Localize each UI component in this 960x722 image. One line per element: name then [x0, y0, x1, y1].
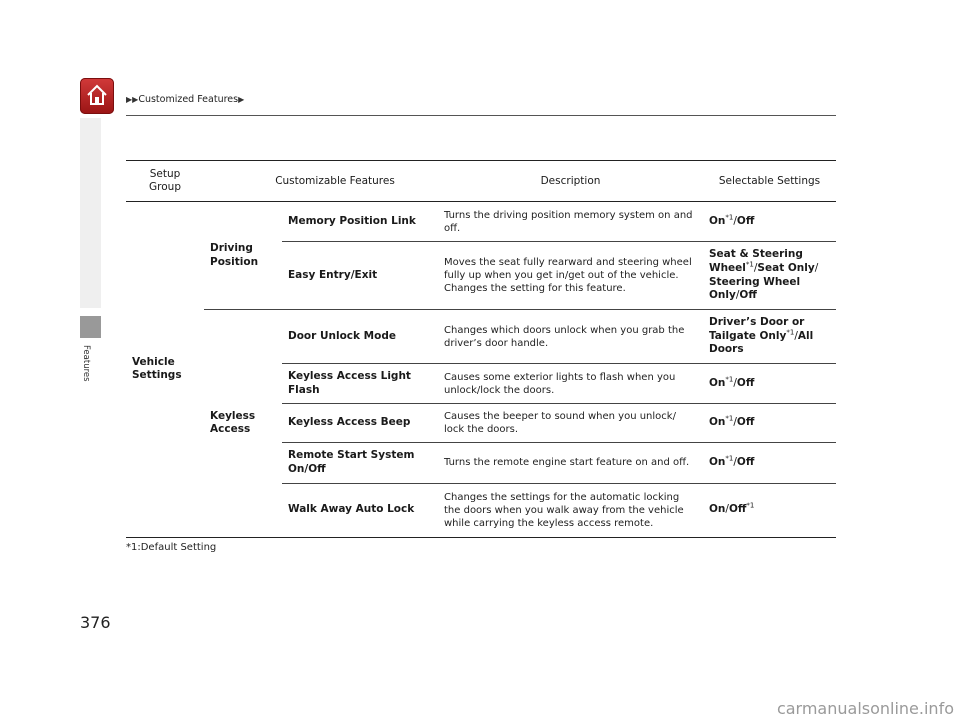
page-number: 376	[80, 613, 111, 632]
feature-name: Remote Start System On/Off	[282, 443, 438, 483]
sidebar-tab-features[interactable]	[80, 316, 101, 338]
selectable-settings: Seat & Steering Wheel$^{*1}$/Seat Only/ Steering Wheel Only/Off	[703, 242, 836, 310]
sidebar-strip	[80, 118, 101, 308]
selectable-settings: On/Off$^{*1}$	[703, 483, 836, 537]
feature-name: Memory Position Link	[282, 202, 438, 242]
feature-description: Turns the remote engine start feature on and off.	[438, 443, 703, 483]
header-selectable-settings: Selectable Settings	[703, 161, 836, 202]
breadcrumb-link[interactable]: Customized Features	[138, 94, 239, 105]
selectable-settings: On$^{*1}$/Off	[703, 443, 836, 483]
feature-description: Moves the seat fully rearward and steering wheel fully up when you get in/get out of the vehicle. Changes the setting for this feature.	[438, 242, 703, 310]
feature-description: Changes the settings for the automatic locking the doors when you walk away from the vehicle while carrying the keyless access remote.	[438, 483, 703, 537]
selectable-settings: On$^{*1}$/Off	[703, 404, 836, 443]
subgroup-driving-position: Driving Position	[204, 202, 282, 310]
subgroup-keyless-access: Keyless Access	[204, 310, 282, 538]
feature-name: Door Unlock Mode	[282, 310, 438, 364]
setup-group-cell: Vehicle Settings	[126, 202, 204, 538]
feature-description: Changes which doors unlock when you grab the driver’s door handle.	[438, 310, 703, 364]
table-row	[126, 310, 836, 364]
feature-name: Keyless Access Beep	[282, 404, 438, 443]
breadcrumb[interactable]	[126, 94, 244, 105]
home-icon[interactable]	[80, 78, 114, 114]
selectable-settings: Driver’s Door or Tailgate Only$^{*1}$/All Doors	[703, 310, 836, 364]
feature-name: Easy Entry/Exit	[282, 242, 438, 310]
feature-description: Turns the driving position memory system on and off.	[438, 202, 703, 242]
customizable-features-table	[126, 160, 836, 538]
selectable-settings: On$^{*1}$/Off	[703, 202, 836, 242]
selectable-settings: On$^{*1}$/Off	[703, 364, 836, 404]
header-description: Description	[438, 161, 703, 202]
feature-name: Keyless Access Light Flash	[282, 364, 438, 404]
feature-description: Causes some exterior lights to flash when you unlock/lock the doors.	[438, 364, 703, 404]
breadcrumb-arrows: ▶▶	[126, 95, 139, 104]
header-divider	[126, 115, 836, 116]
table-row	[126, 202, 836, 242]
watermark: carmanualsonline.info	[776, 699, 954, 718]
feature-name: Walk Away Auto Lock	[282, 483, 438, 537]
header-customizable-features: Customizable Features	[204, 161, 438, 202]
header-setup-group: Setup Group	[126, 161, 204, 202]
feature-description: Causes the beeper to sound when you unlock/ lock the doors.	[438, 404, 703, 443]
breadcrumb-end-arrow: ▶	[238, 95, 245, 104]
table-header-row	[126, 161, 836, 202]
footnote: *1:Default Setting	[126, 542, 217, 553]
